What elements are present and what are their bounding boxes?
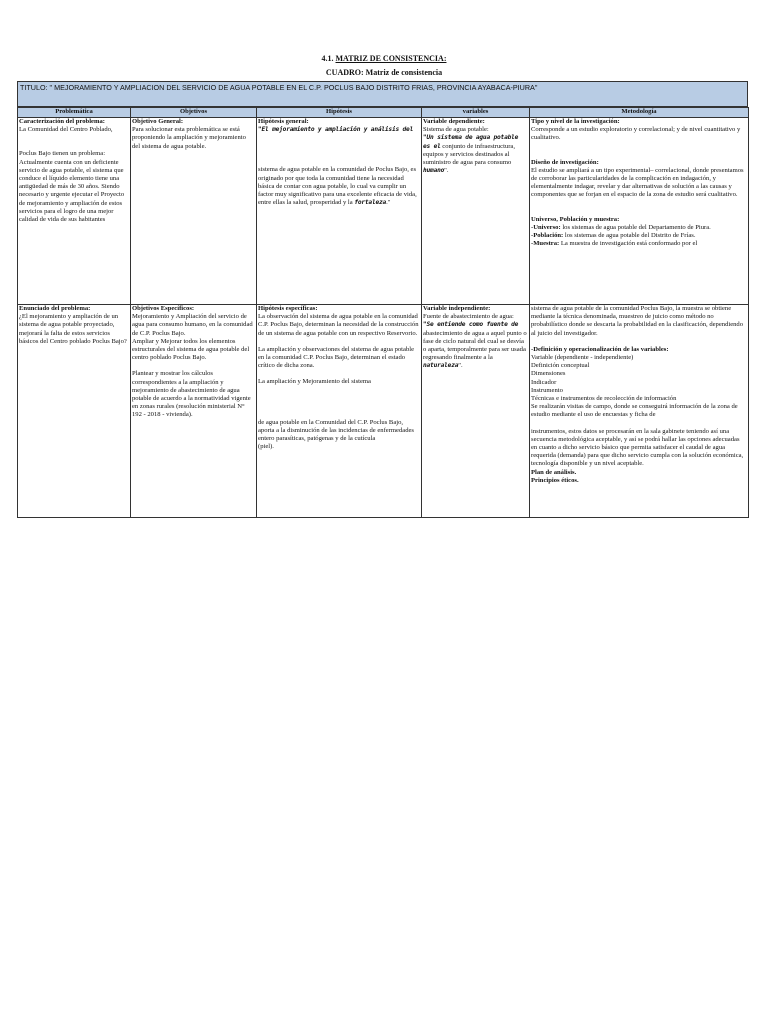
cell-text: Se realizarán visitas de campo, donde se conseguirá información de la zona de estudio mediante el uso de encuestas y ficha de — [531, 403, 738, 419]
cell-text: Instrumento — [531, 386, 563, 394]
cell-objetivos — [131, 118, 257, 305]
cell-heading: Tipo y nivel de la investigación: — [531, 118, 620, 125]
cell-heading: -Definición y operacionalización de las variables: — [531, 345, 669, 353]
poblacion-text: los sistemas de agua potable del Distrito de Frías. — [563, 232, 696, 240]
cell-text-end: ." — [386, 199, 391, 207]
cell-metodologia — [530, 305, 749, 518]
cell-text: sistema de agua potable en la comunidad de Poclus Bajo, es originado por que toda la comunidad tiene la necesidad básica de contar con agua potable, lo cual va cumplir un factor muy significativo para una excelente eficacia de vida, entre ellas la salud, prosperidad y la — [258, 166, 417, 207]
cell-heading: Variable independiente: — [423, 305, 491, 312]
cell-text: conjunto de infraestructura, equipos y servicios destinados al suministro de agua para consumo — [423, 142, 515, 167]
caption-label: CUADRO: — [325, 68, 364, 77]
cell-heading: Plan de análisis. — [531, 468, 577, 476]
section-title: MATRIZ DE CONSISTENCIA: — [335, 54, 447, 63]
cell-quote-tail: fortaleza — [354, 199, 387, 207]
poblacion-label: -Población: — [531, 232, 564, 240]
cell-quote: "Un sistema de agua potable es el — [423, 134, 519, 150]
project-title: TITULO: " MEJORAMIENTO Y AMPLIACION DEL SERVICIO DE AGUA POTABLE EN EL C.P. POCLUS BAJO DISTRITO FRIAS, PROVINCIA AYABACA-PIURA" — [20, 83, 538, 92]
cell-text: La Comunidad del Centro Poblado, — [19, 126, 113, 134]
universo-text: los sistemas de agua potable del Departamento de Piura. — [560, 223, 711, 231]
project-title-banner — [17, 81, 748, 107]
cell-text: Variable (dependiente - independiente) — [531, 354, 634, 362]
consistency-matrix-table — [17, 107, 749, 518]
cell-text: Técnicas e instrumentos de recolección de información — [531, 395, 677, 403]
cell-text: El estudio se ampliará a un tipo experimental– correlacional, donde presentamos de corroborar las particularidades de la complicación en indagación, y elementalmente indagar, revelar y dar alternativas de solución a las causas y componentes que se forjan en el espacio de la zona de estudio será cualitativo. — [531, 166, 744, 199]
cell-heading: Variable dependiente: — [423, 118, 485, 125]
cell-heading: Hipótesis general: — [258, 118, 309, 125]
cell-problematica — [18, 118, 131, 305]
cell-text: La observación del sistema de agua potable en la comunidad C.P. Poclus Bajo, determinan la necesidad de la construcción de un sistema de agua potable con un respectivo Reservorio. — [258, 313, 419, 337]
cell-text: abastecimiento de agua a aquel punto o fase de ciclo natural del cual se desvía o aparta, temporalmente para ser usada regresando finalmente a la — [423, 329, 527, 362]
muestra-text: La muestra de investigación está conformado por el — [559, 240, 698, 248]
cell-metodologia — [530, 118, 749, 305]
cell-text: La ampliación y observaciones del sistema de agua potable en la comunidad C.P. Poclus Bajo, determinan el estado crítico de dicha zona. — [258, 345, 414, 370]
cell-text: Mejoramiento y Ampliación del servicio de agua para consumo humano, en la comunidad de C.P. Poclus Bajo. — [132, 313, 253, 337]
cell-heading: Universo, Población y muestra: — [531, 215, 620, 223]
cell-text: Indicador — [531, 378, 557, 386]
column-header: Hipótesis — [257, 108, 422, 118]
cell-text — [531, 224, 747, 232]
cell-text: Para solucionar esta problemática se está proponiendo la ampliación y mejoramiento del sistema de agua potable. — [132, 126, 246, 150]
cell-heading: Diseño de investigación: — [531, 158, 599, 166]
cell-problematica — [18, 305, 131, 518]
cell-quote: "El mejoramiento y ampliación y análisis del — [258, 126, 414, 134]
section-number: 4.1. — [321, 54, 334, 63]
table-row — [18, 118, 749, 305]
cell-heading: Objetivo General: — [132, 118, 184, 125]
muestra-label: -Muestra: — [531, 240, 560, 248]
cell-text — [531, 232, 747, 240]
column-header: Objetivos — [131, 108, 257, 118]
cell-text — [531, 240, 747, 248]
cell-text: Poclus Bajo tienen un problema: Actualmente cuenta con un deficiente servicio de agua potable, el sistema que conduce el líquido elemento tiene una antigüedad de más de 30 años. Siendo necesario y urgente ejecutar el Proyecto de mejoramiento y ampliación de estos servicios para el logro de una mejor calidad de vida de sus habitantes — [19, 150, 125, 224]
cell-text: Dimensiones — [531, 370, 566, 378]
section-heading — [0, 54, 768, 63]
cell-text: (piel). — [258, 443, 274, 451]
cell-text: La ampliación y Mejoramiento del sistema — [258, 378, 371, 386]
cell-quote-tail: naturaleza — [423, 362, 459, 370]
cell-text: Sistema de agua potable: — [423, 126, 489, 134]
cell-text: ¿El mejoramiento y ampliación de un sistema de agua potable proyectado, mejorará la falta de estos servicios básicos del Centro poblado Poclus Bajo? — [19, 313, 127, 345]
cell-text: de agua potable en la Comunidad del C.P. Poclus Bajo, aporta a la disminución de las incidencias de enfermedades entero parasíticas, patógenas y de la cutícula — [258, 418, 414, 443]
cell-text: Corresponde a un estudio exploratorio y correlacional; y de nivel cuantitativo y cualitativo. — [531, 126, 741, 142]
table-header-row — [18, 108, 749, 118]
cell-heading: Enunciado del problema: — [19, 305, 91, 312]
cell-text: Plantear y mostrar los cálculos correspondientes a la ampliación y mejoramiento de abastecimiento de agua potable de acuerdo a la normatividad vigente en zonas rurales (resolución ministerial N° 192 - 2018 - vivienda). — [132, 370, 251, 419]
cell-variables — [422, 305, 530, 518]
universo-label: -Universo: — [531, 223, 561, 231]
table-row — [18, 305, 749, 518]
cell-quote-tail: humano — [423, 167, 445, 175]
cell-hipotesis — [257, 118, 422, 305]
table-caption — [0, 68, 768, 77]
cell-heading: Objetivos Específicos: — [132, 305, 195, 312]
column-header: variables — [422, 108, 530, 118]
cell-hipotesis — [257, 305, 422, 518]
cell-heading: Hipótesis específicas: — [258, 305, 318, 312]
cell-heading: Principios éticos. — [531, 476, 579, 484]
cell-text: sistema de agua potable de la comunidad Poclus Bajo, la muestra se obtiene mediante la técnica denominada, muestreo de juicio como método no probabilístico donde se descarta la probabilidad en la clasificación, dependiendo al juicio del investigador. — [531, 305, 744, 337]
cell-text: Ampliar y Mejorar todos los elementos estructurales del sistema de agua potable del centro poblado Poclus Bajo. — [132, 337, 250, 362]
cell-text: Fuente de abastecimiento de agua: — [423, 313, 514, 321]
caption-title: Matriz de consistencia — [365, 68, 443, 77]
cell-heading: Caracterización del problema: — [19, 118, 105, 125]
cell-text-end: ". — [444, 167, 449, 175]
cell-text: Definición conceptual — [531, 362, 590, 370]
cell-objetivos — [131, 305, 257, 518]
column-header: Metodología — [530, 108, 749, 118]
column-header: Problemática — [18, 108, 131, 118]
cell-variables — [422, 118, 530, 305]
cell-quote: "Se entiende como fuente de — [423, 321, 519, 329]
cell-text: instrumentos, estos datos se procesarán en la sala gabinete teniendo así una secuencia metodológica aceptable, y así se podrá hallar las opciones adecuadas en cuanto a dicho servicio básico que permita satisfacer el caudal de agua requerida (demanda) para que dicho servicio cumpla con la solución económica, tecnología disponible y un nivel aceptable. — [531, 427, 744, 468]
cell-text-end: ". — [458, 362, 463, 370]
